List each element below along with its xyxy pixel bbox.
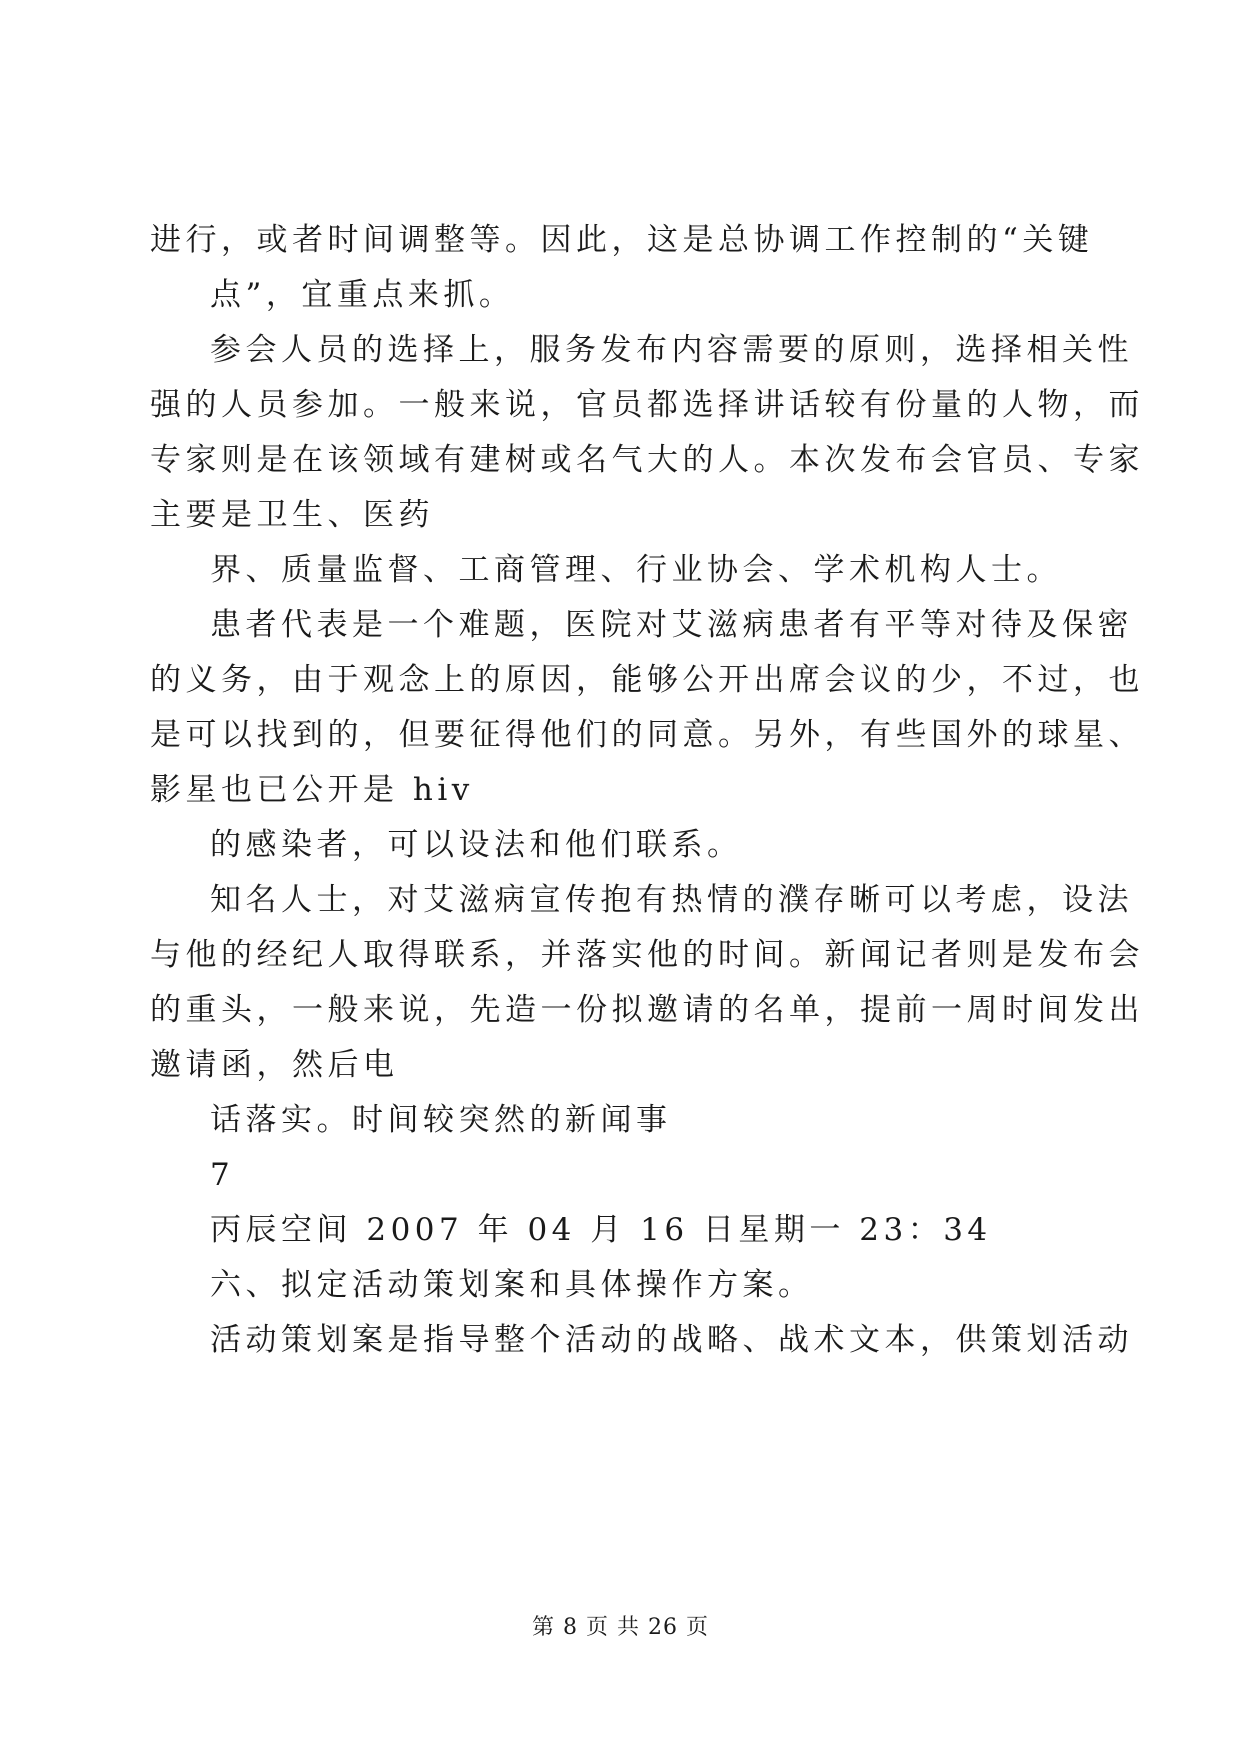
- text-line: 界、质量监督、工商管理、行业协会、学术机构人士。: [210, 552, 1062, 588]
- text-line: 进行，或者时间调整等。因此，这是总协调工作控制的“关键: [150, 222, 1094, 258]
- text-line: 影星也已公开是 hiv: [150, 772, 474, 808]
- text-line: 话落实。时间较突然的新闻事: [210, 1102, 672, 1138]
- text-line: 活动策划案是指导整个活动的战略、战术文本，供策划活动: [210, 1322, 1133, 1358]
- text-line: 点”，宜重点来抓。: [210, 277, 515, 313]
- text-line: 的重头，一般来说，先造一份拟邀请的名单，提前一周时间发出: [150, 992, 1144, 1028]
- page-number-footer: 第 8 页 共 26 页: [532, 1615, 709, 1640]
- text-line: 丙辰空间 2007 年 04 月 16 日星期一 23：34: [210, 1212, 992, 1248]
- text-line: 主要是卫生、医药: [150, 497, 434, 533]
- text-line: 患者代表是一个难题，医院对艾滋病患者有平等对待及保密: [210, 607, 1133, 643]
- text-line: 六、拟定活动策划案和具体操作方案。: [210, 1267, 814, 1303]
- text-line: 强的人员参加。一般来说，官员都选择讲话较有份量的人物，而: [150, 387, 1144, 423]
- text-line: 7: [210, 1157, 235, 1193]
- text-line: 专家则是在该领域有建树或名气大的人。本次发布会官员、专家: [150, 442, 1144, 478]
- text-line: 与他的经纪人取得联系，并落实他的时间。新闻记者则是发布会: [150, 937, 1144, 973]
- text-line: 参会人员的选择上，服务发布内容需要的原则，选择相关性: [210, 332, 1133, 368]
- text-line: 是可以找到的，但要征得他们的同意。另外，有些国外的球星、: [150, 717, 1144, 753]
- text-line: 的义务，由于观念上的原因，能够公开出席会议的少，不过，也: [150, 662, 1144, 698]
- text-line: 知名人士，对艾滋病宣传抱有热情的濮存晰可以考虑，设法: [210, 882, 1133, 918]
- text-line: 的感染者，可以设法和他们联系。: [210, 827, 743, 863]
- text-line: 邀请函，然后电: [150, 1047, 399, 1083]
